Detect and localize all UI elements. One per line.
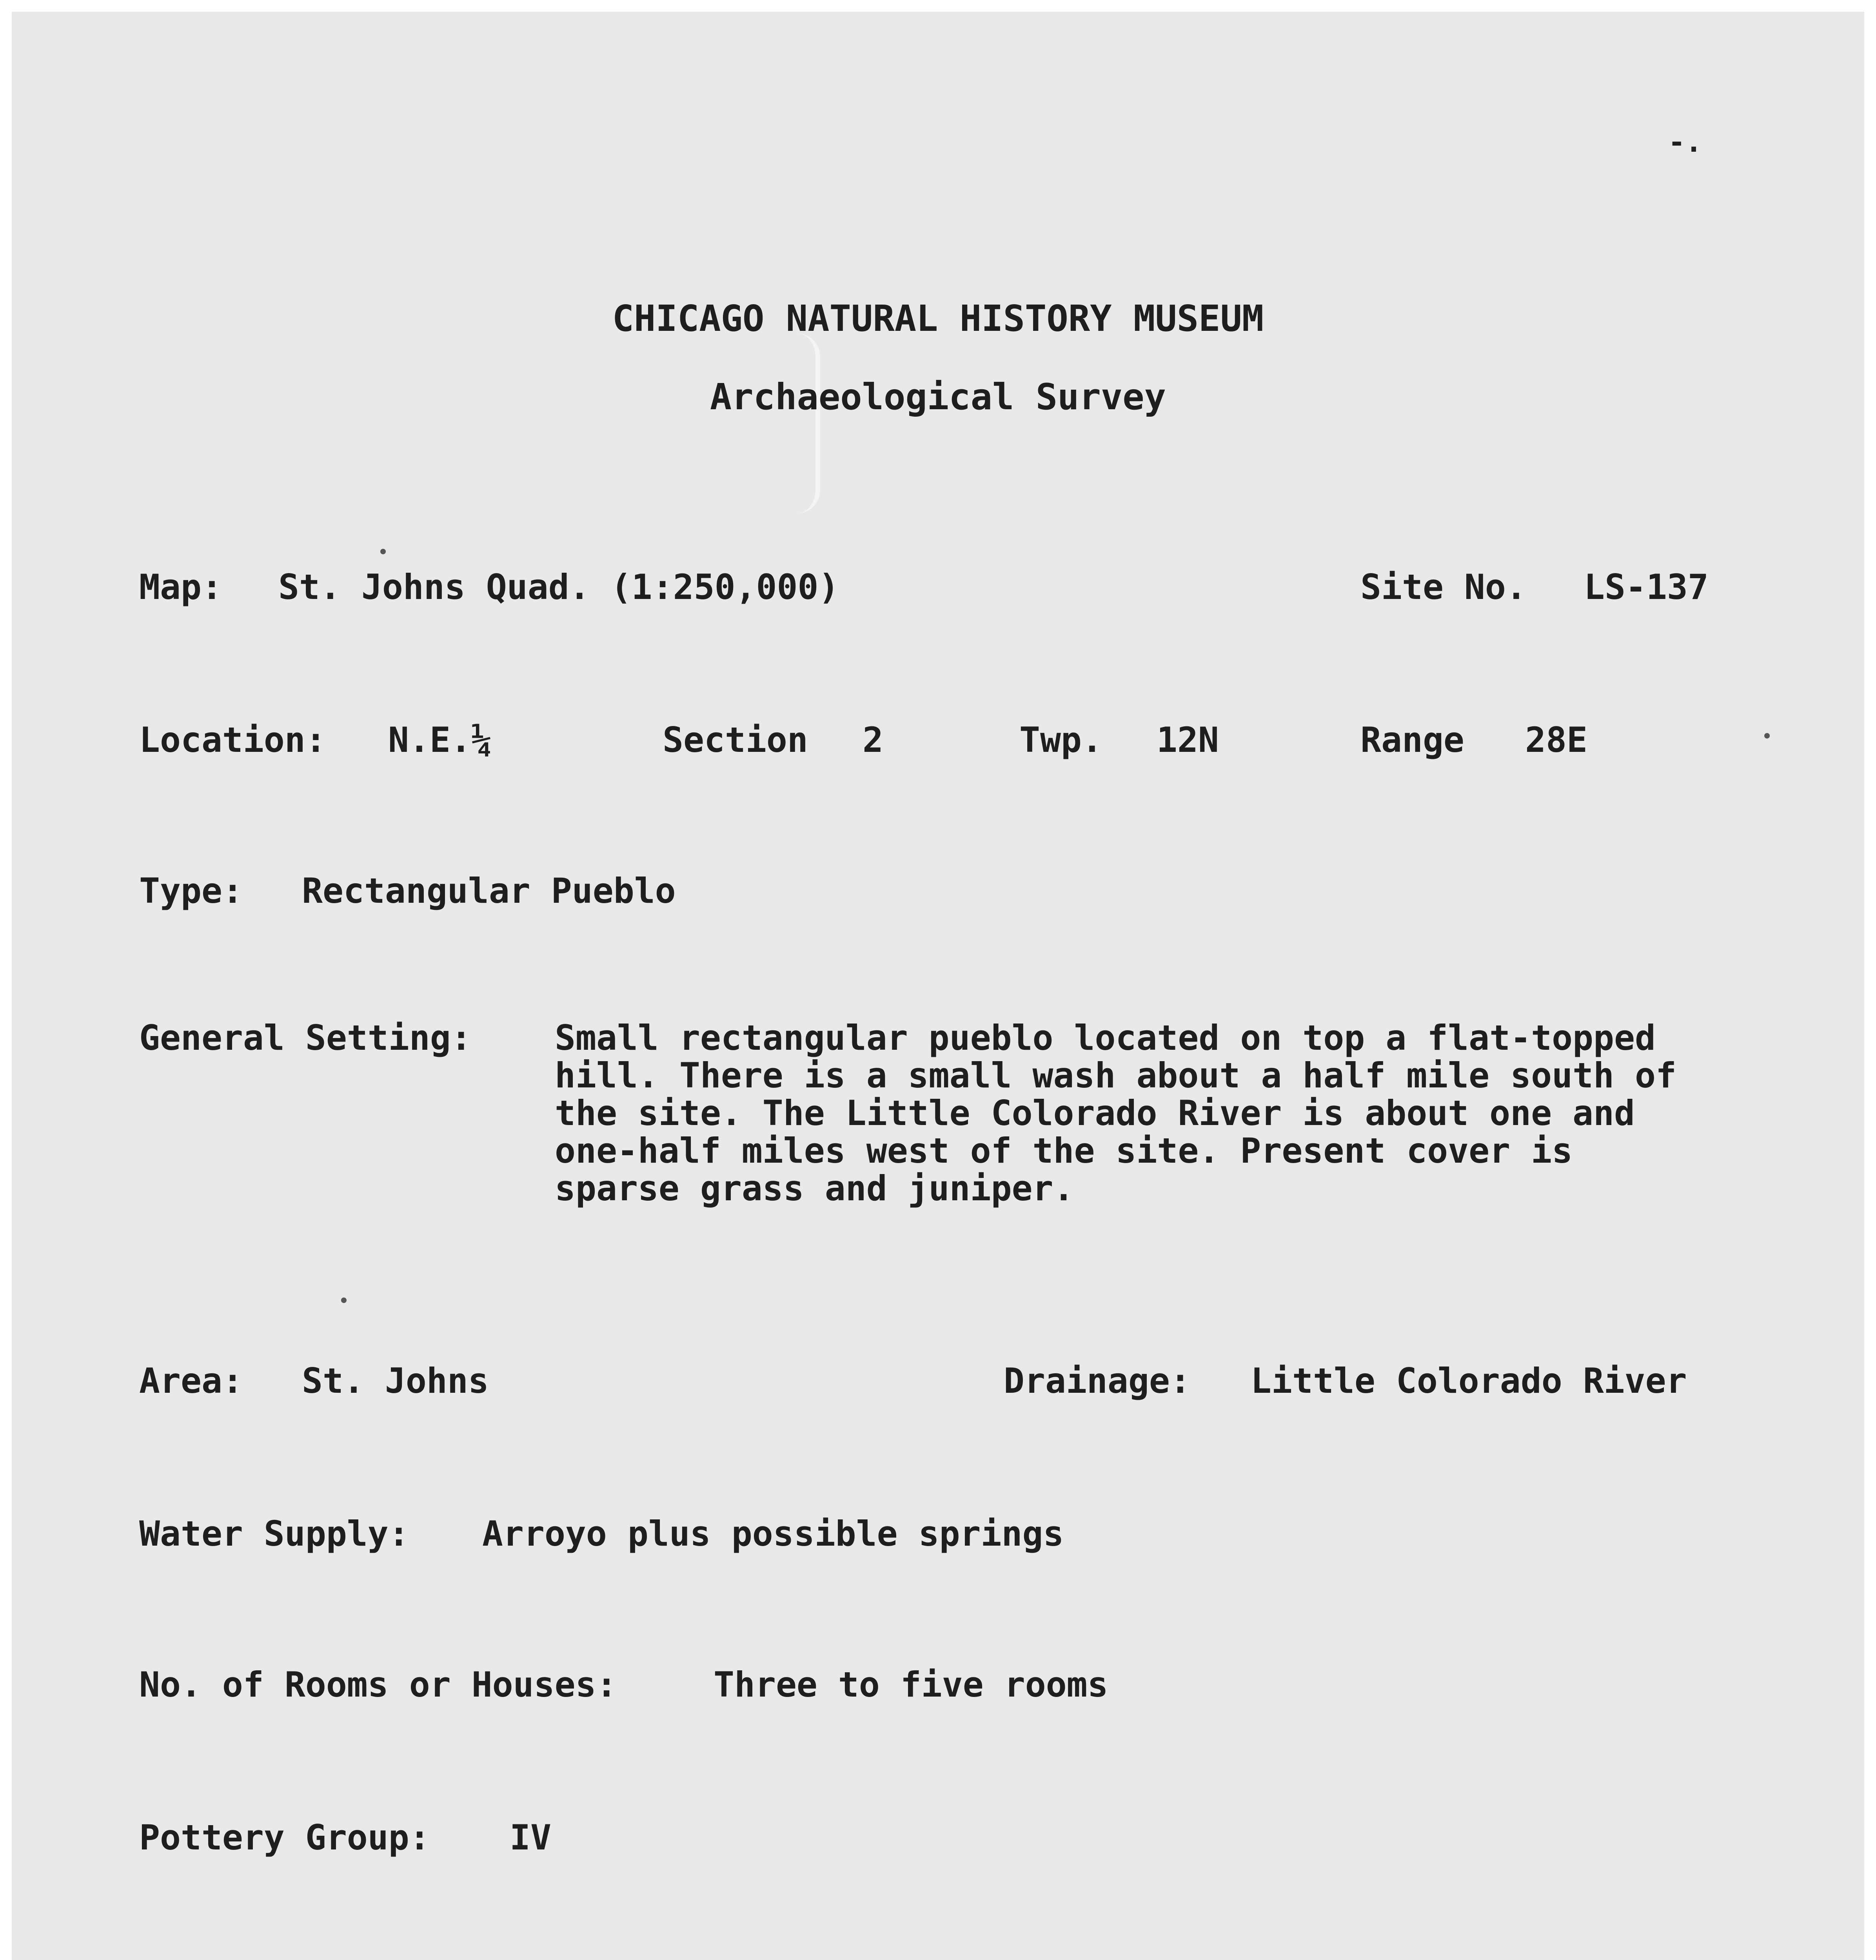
range-label: Range	[1360, 720, 1464, 760]
institution-title: CHICAGO NATURAL HISTORY MUSEUM	[612, 298, 1264, 339]
type-label: Type:	[139, 871, 243, 911]
section-label: Section	[663, 720, 808, 760]
area-value: St. Johns	[302, 1361, 489, 1401]
general-setting-value: Small rectangular pueblo located on top a flat-topped hill. There is a small wash about a half mile south of the site. The Little Colorado River is about one and one-half miles west of the site. Present cover is sparse grass and juniper.	[555, 1018, 1676, 1209]
rooms-value: Three to five rooms	[714, 1664, 1108, 1705]
rooms-label: No. of Rooms or Houses:	[139, 1664, 617, 1705]
document-page	[12, 12, 1864, 1960]
scan-speck	[1764, 733, 1770, 739]
drainage-value: Little Colorado River	[1251, 1361, 1687, 1401]
location-value: N.E.¼	[388, 720, 492, 760]
scan-speck	[380, 549, 386, 554]
map-value: St. Johns Quad. (1:250,000)	[278, 567, 839, 607]
drainage-label: Drainage:	[1004, 1361, 1191, 1401]
range-value: 28E	[1525, 720, 1587, 760]
map-label: Map:	[139, 567, 222, 607]
twp-label: Twp.	[1019, 720, 1102, 760]
site-no-value: LS-137	[1584, 567, 1709, 607]
location-label: Location:	[139, 720, 326, 760]
area-label: Area:	[139, 1361, 243, 1401]
section-value: 2	[863, 720, 883, 760]
site-no-label: Site No.	[1360, 567, 1527, 607]
water-supply-value: Arroyo plus possible springs	[482, 1514, 1064, 1554]
pottery-group-label: Pottery Group:	[139, 1817, 430, 1858]
paper-fold-mark	[780, 333, 820, 514]
twp-value: 12N	[1157, 720, 1219, 760]
corner-mark: -.	[1668, 125, 1702, 158]
type-value: Rectangular Pueblo	[302, 871, 676, 911]
general-setting-label: General Setting:	[139, 1018, 472, 1058]
scan-speck	[341, 1298, 347, 1303]
water-supply-label: Water Supply:	[139, 1514, 409, 1554]
survey-title: Archaeological Survey	[710, 376, 1166, 418]
pottery-group-value: IV	[510, 1817, 551, 1858]
